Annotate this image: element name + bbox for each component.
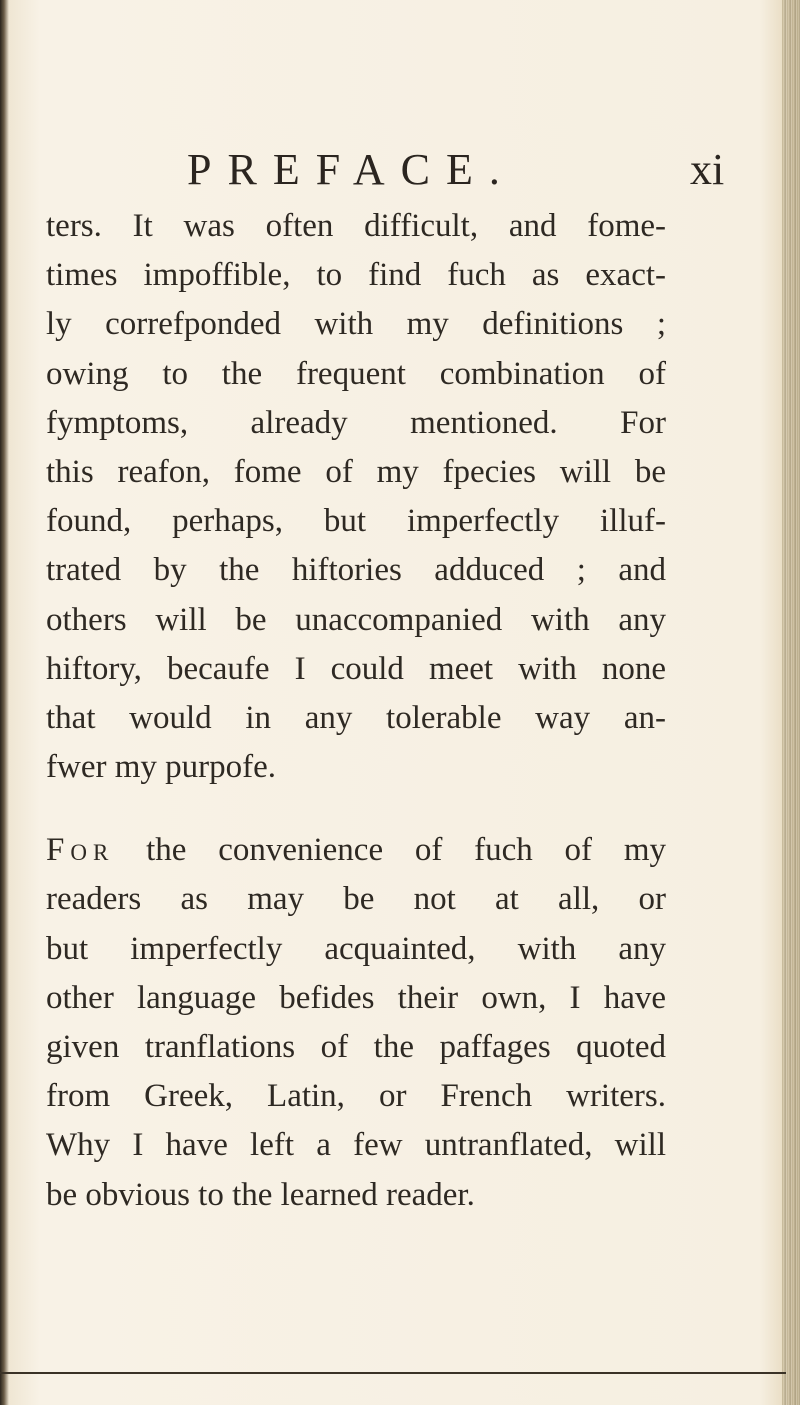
text-line: fymptoms, already mentioned. For bbox=[46, 404, 666, 441]
text-line: be obvious to the learned reader. bbox=[46, 1176, 475, 1213]
body-text bbox=[46, 202, 666, 1220]
text-line: ly correfponded with my definitions ; bbox=[46, 306, 666, 343]
paragraph-gap bbox=[46, 792, 666, 826]
text-line: ters. It was often difficult, and fome- bbox=[46, 208, 666, 244]
text-line: fwer my purpofe. bbox=[46, 749, 277, 786]
text-line-first bbox=[46, 826, 666, 875]
text-line: owing to the frequent combination of bbox=[46, 355, 666, 392]
text-line: hiftory, becaufe I could meet with none bbox=[46, 650, 666, 687]
text-line: but imperfectly acquainted, with any bbox=[46, 930, 666, 967]
text-line-rest: the convenience of fuch of my bbox=[146, 832, 666, 869]
text-line: found, perhaps, but imperfectly illuf- bbox=[46, 503, 666, 540]
page-bottom-rule bbox=[0, 1372, 786, 1374]
paragraph-2 bbox=[46, 826, 666, 1220]
running-head bbox=[0, 145, 800, 195]
text-line: from Greek, Latin, or French writers. bbox=[46, 1078, 666, 1115]
paragraph-1 bbox=[46, 202, 666, 792]
page-binding-edge bbox=[782, 0, 800, 1405]
text-line: readers as may be not at all, or bbox=[46, 881, 666, 918]
page-number: xi bbox=[690, 145, 725, 194]
text-line: others will be unaccompanied with any bbox=[46, 601, 666, 638]
lead-word: For bbox=[46, 832, 115, 869]
text-line: Why I have left a few untranflated, will bbox=[46, 1127, 666, 1164]
text-line: trated by the hiftories adduced ; and bbox=[46, 552, 666, 589]
running-title: PREFACE. bbox=[187, 145, 516, 194]
text-line: given tranflations of the paffages quoted bbox=[46, 1029, 666, 1065]
text-line: times impoffible, to find fuch as exact- bbox=[46, 257, 666, 294]
text-line: this reafon, fome of my fpecies will be bbox=[46, 453, 666, 490]
text-line: other language befides their own, I have bbox=[46, 979, 666, 1016]
text-line: that would in any tolerable way an- bbox=[46, 699, 666, 736]
